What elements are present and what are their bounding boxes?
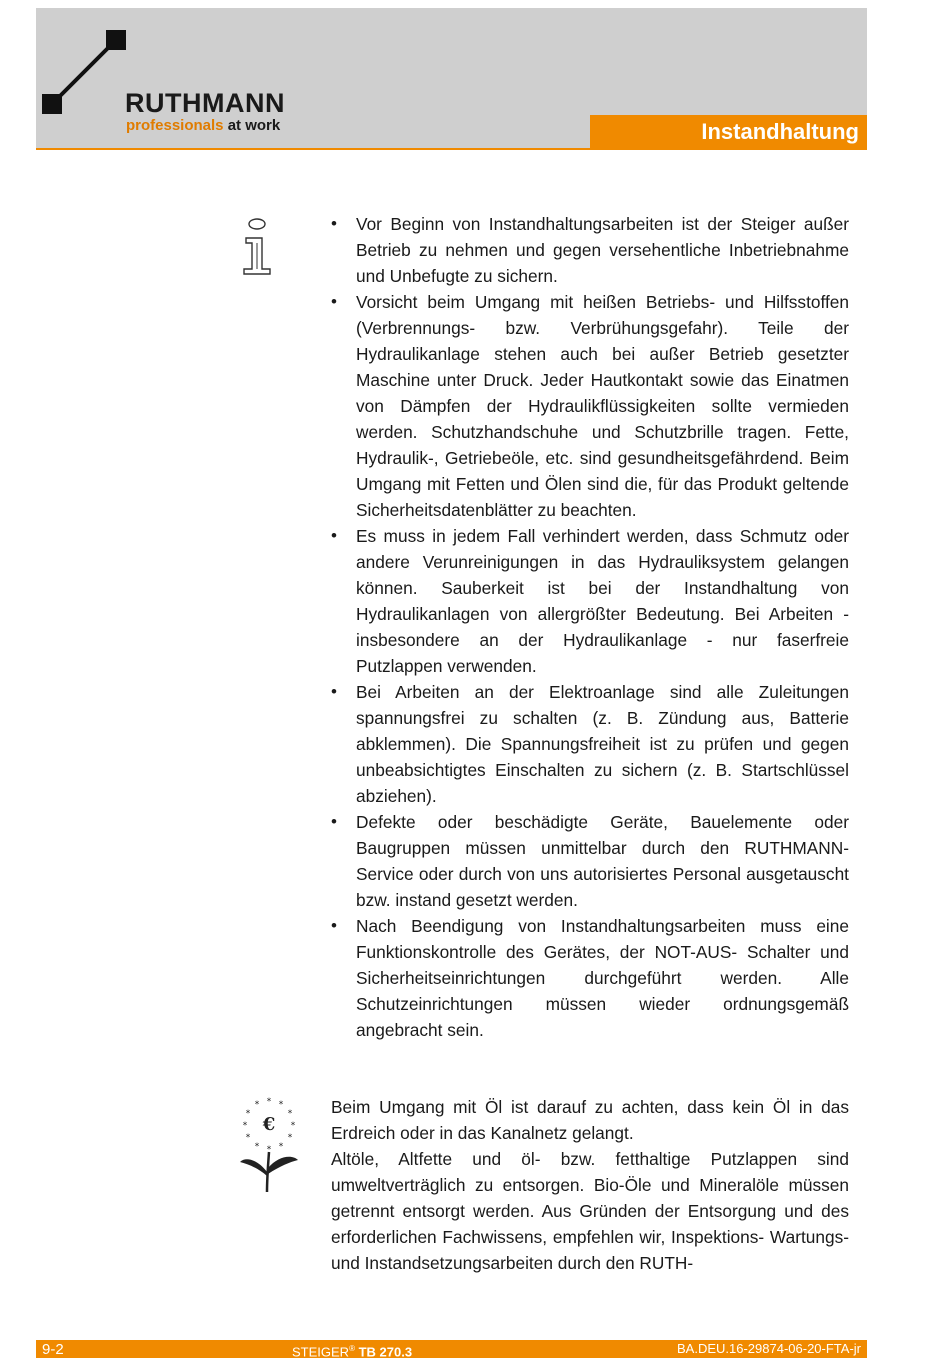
section-title: Instandhaltung [590, 115, 867, 149]
list-item: • Es muss in jedem Fall verhindert werden, dass Schmutz oder andere Verunreinigungen in das Hydrauliksystem gelangen können. Sauberkeit ist bei der Instandhaltung von Hydraulikanlagen von allergrößter Bedeutung. Bei Arbeiten - insbesondere an der Hydraulikanlage - nur faserfreie Putzlappen verwenden. [330, 523, 849, 679]
svg-text:*: * [242, 1121, 248, 1131]
bullet-list [330, 211, 849, 1043]
svg-text:*: * [278, 1100, 284, 1110]
svg-text:*: * [290, 1121, 296, 1131]
eu-ecolabel-flower-icon [236, 1094, 302, 1194]
svg-text:*: * [254, 1142, 260, 1152]
list-item: • Nach Beendigung von Instandhaltungsarbeiten muss eine Funktionskontrolle des Gerätes, der NOT-AUS- Schalter und Sicherheitseinrichtungen durchgeführt werden. Alle Schutzeinrichtungen müssen wieder ordnungsgemäß angebracht sein. [330, 913, 849, 1043]
document-reference: BA.DEU.16-29874-06-20-FTA-jr [677, 1341, 861, 1356]
tagline-rest: at work [223, 117, 281, 134]
model-designation [292, 1340, 412, 1361]
page-number: 9-2 [42, 1341, 64, 1358]
svg-text:*: * [254, 1100, 260, 1110]
info-icon [240, 216, 276, 278]
list-item: • Vorsicht beim Umgang mit heißen Betriebs- und Hilfsstoffen (Verbrennungs- bzw. Verbrühungsgefahr). Teile der Hydraulikanlage stehen auch bei außer Betrieb gesetzter Maschine unter Druck. Jeder Hautkontakt sowie das Einatmen von Dämpfen der Hydraulikflüssigkeiten sollte vermieden werden. Schutzhandschuhe und Schutzbrille tragen. Fette, Hydraulik-, Getriebeöle, etc. sind gesundheitsgefährdend. Beim Umgang mit Fetten und Ölen sind die, für das Produkt geltende Sicherheitsdatenblätter zu beachten. [330, 289, 849, 523]
brand-name: RUTHMANN [125, 88, 285, 118]
svg-text:*: * [245, 1109, 251, 1119]
list-item: • Bei Arbeiten an der Elektroanlage sind alle Zuleitungen spannungsfrei zu schalten (z. B. Zündung aus, Batterie abklemmen). Die Spannungsfreiheit ist zu prüfen und gegen unbeabsichtigtes Einschalten zu sichern (z. B. Startschlüssel abziehen). [330, 679, 849, 809]
svg-text:*: * [278, 1142, 284, 1152]
svg-text:€: € [262, 1114, 276, 1135]
svg-text:*: * [266, 1145, 272, 1155]
tagline-orange: professionals [126, 117, 224, 134]
eco-paragraph: Altöle, Altfette und öl- bzw. fetthaltige Putzlappen sind umweltverträglich zu entsorgen. Bio-Öle und Mineralöle müssen getrennt entsorgt werden. Aus Gründen der Entsorgung und des erforderlichen Fachwissens, empfehlen wir, Inspektions- Wartungs- und Instandsetzungsarbeiten durch den RUTH- [331, 1149, 849, 1273]
svg-text:*: * [266, 1097, 272, 1107]
brand-tagline [126, 117, 280, 134]
maintenance-instructions [330, 211, 849, 1043]
svg-text:*: * [287, 1133, 293, 1143]
model-prefix: STEIGER [292, 1344, 350, 1360]
list-item: • Vor Beginn von Instandhaltungsarbeiten ist der Steiger außer Betrieb zu nehmen und gegen versehentliche Inbetriebnahme und Unbefugte zu sichern. [330, 211, 849, 289]
environmental-note [331, 1094, 849, 1276]
registered-mark: ® [349, 1344, 355, 1353]
model-name: TB 270.3 [358, 1344, 413, 1360]
page-footer [36, 1340, 867, 1358]
eco-paragraph: Beim Umgang mit Öl ist darauf zu achten, dass kein Öl in das Erdreich oder in das Kanalnetz gelangt. [331, 1097, 849, 1143]
svg-text:*: * [245, 1133, 251, 1143]
svg-text:*: * [287, 1109, 293, 1119]
list-item: • Defekte oder beschädigte Geräte, Bauelemente oder Baugruppen müssen unmittelbar durch den RUTHMANN-Service oder durch von uns autorisiertes Personal ausgetauscht bzw. instand gesetzt werden. [330, 809, 849, 913]
